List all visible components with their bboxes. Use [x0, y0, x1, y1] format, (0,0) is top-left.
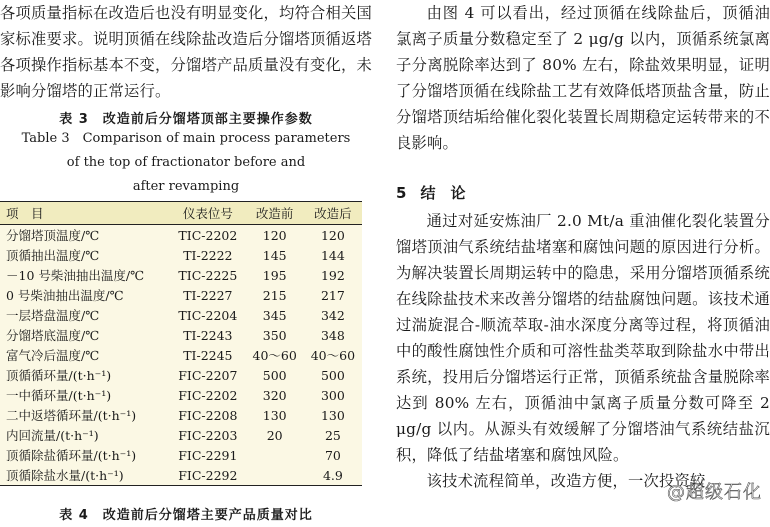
table3: [0, 201, 362, 486]
header-item: 项 目: [6, 206, 44, 221]
cell-item: 一中循环量/(t·h⁻¹): [6, 388, 112, 403]
cell-after: 4.9: [322, 467, 343, 483]
cell-after: 342: [320, 307, 345, 323]
section-heading: [396, 178, 770, 208]
cell-after: 217: [320, 287, 345, 303]
cell-before: 20: [266, 427, 283, 443]
cell-item: 二中返塔循环量/(t·h⁻¹): [6, 408, 137, 423]
cell-tag: FIC-2203: [178, 427, 238, 443]
cell-item: 内回流量/(t·h⁻¹): [6, 428, 99, 443]
table-row: [0, 445, 362, 465]
cell-after: 348: [320, 327, 345, 343]
cell-item: 顶循除盐水量/(t·h⁻¹): [6, 468, 124, 483]
header-tag: 仪表位号: [182, 206, 233, 221]
table-row: [0, 305, 362, 325]
cell-before: 40～60: [252, 348, 297, 363]
cell-item: －10 号柴油抽出温度/℃: [6, 268, 145, 283]
header-after: 改造后: [314, 206, 352, 221]
table3-caption-en-3: after revamping: [132, 179, 240, 194]
cell-after: 144: [320, 247, 345, 263]
header-before: 改造前: [255, 206, 294, 221]
cell-after: 130: [320, 407, 345, 423]
table3-header-row: [0, 202, 362, 225]
table-row: [0, 365, 362, 385]
cell-before: 145: [262, 247, 287, 263]
cell-tag: TI-2245: [183, 347, 233, 363]
cell-before: 350: [262, 327, 287, 343]
table-row: [0, 325, 362, 345]
cell-before: 500: [262, 367, 287, 383]
cell-item: 一层塔盘温度/℃: [6, 308, 100, 323]
cell-tag: FIC-2208: [178, 407, 238, 423]
cell-after: 500: [320, 367, 345, 383]
cell-before: 195: [262, 267, 287, 283]
cell-after: 40～60: [310, 348, 356, 363]
cell-item: 分馏塔顶温度/℃: [6, 228, 100, 243]
cell-tag: TI-2222: [183, 247, 233, 263]
table3-caption-cn: 表 3 改造前后分馏塔顶部主要操作参数: [59, 112, 313, 127]
right-column: [396, 0, 770, 494]
table-row: [0, 285, 362, 305]
table-row: [0, 265, 362, 285]
cell-tag: TI-2243: [183, 327, 233, 343]
table-row: [0, 345, 362, 365]
section-title: 结 论: [420, 184, 466, 202]
cell-before: 120: [262, 227, 287, 243]
conclusion-paragraph: 通过对延安炼油厂 2.0 Mt/a 重油催化裂化装置分馏塔顶油气系统结盐堵塞和腐蚀问题的原因进行分析。为解决装置长周期运转中的隐患，采用分馏塔顶循系统在线除盐技术来改善分馏塔的结盐腐蚀问题。该技术通过湍旋混合-顺流萃取-油水深度分离等过程，将顶循油中的酸性腐蚀性介质和可溶性盐类萃取到除盐水中带出系统，投用后分馏塔运行正常，顶循系统盐含量脱除率达到 80% 左右，顶循油中氯离子质量分数可降至 2 μg/g 以内。从源头有效缓解了分馏塔油气系统结盐沉积，降低了结盐堵塞和腐蚀风险。: [396, 212, 770, 464]
cell-item: 富气冷后温度/℃: [6, 348, 100, 363]
cell-tag: TIC-2202: [178, 227, 238, 243]
cell-tag: TIC-2225: [178, 267, 238, 283]
cell-before: 130: [262, 407, 287, 423]
watermark-logo: @超级石化: [667, 482, 762, 503]
table3-caption-en-1: Table 3 Comparison of main process parameters: [21, 131, 351, 146]
table-row: [0, 385, 362, 405]
results-paragraph: 由图 4 可以看出，经过顶循在线除盐后，顶循油氯离子质量分数稳定至了 2 μg/g 以内，顶循系统氯离子分离脱除率达到了 80% 左右，除盐效果明显，证明了分馏塔顶循在线除盐工艺有效降低塔顶盐含量，防止分馏塔顶结垢给催化裂化装置长周期稳定运转带来的不良影响。: [396, 4, 770, 152]
table4-caption: 表 4 改造前后分馏塔主要产品质量对比: [59, 508, 313, 523]
left-column: [0, 0, 372, 523]
table-row: [0, 425, 362, 445]
table-row: [0, 405, 362, 425]
section-number: 5: [396, 184, 407, 202]
continuation-paragraph: 该技术流程简单，改造方便，一次投资较: [426, 472, 706, 490]
table3-caption-en-2: of the top of fractionator before and: [66, 155, 306, 170]
cell-after: 70: [324, 447, 341, 463]
cell-tag: FIC-2207: [178, 367, 238, 383]
cell-item: 顶循除盐循环量/(t·h⁻¹): [6, 448, 137, 463]
intro-paragraph: 各项质量指标在改造后也没有明显变化，均符合相关国家标准要求。说明顶循在线除盐改造后分馏塔顶循返塔各项操作指标基本不变，分馏塔产品质量没有变化，未影响分馏塔的正常运行。: [0, 4, 372, 100]
cell-tag: TIC-2204: [178, 307, 238, 323]
cell-before: [246, 465, 304, 486]
table-row: [0, 465, 362, 486]
cell-before: 345: [262, 307, 287, 323]
cell-after: 192: [320, 267, 345, 283]
cell-tag: FIC-2291: [178, 447, 238, 463]
table-row: [0, 245, 362, 265]
cell-before: 320: [262, 387, 287, 403]
cell-item: 顶循循环量/(t·h⁻¹): [6, 368, 112, 383]
cell-tag: FIC-2202: [178, 387, 238, 403]
cell-tag: FIC-2292: [178, 467, 238, 483]
cell-item: 顶循抽出温度/℃: [6, 248, 100, 263]
cell-after: 300: [320, 387, 345, 403]
cell-before: 215: [262, 287, 287, 303]
table-row: [0, 225, 362, 246]
cell-before: [246, 445, 304, 465]
cell-tag: TI-2227: [183, 287, 233, 303]
cell-item: 0 号柴油抽出温度/℃: [6, 288, 124, 303]
cell-after: 120: [320, 227, 345, 243]
cell-item: 分馏塔底温度/℃: [6, 328, 100, 343]
cell-after: 25: [324, 427, 341, 443]
